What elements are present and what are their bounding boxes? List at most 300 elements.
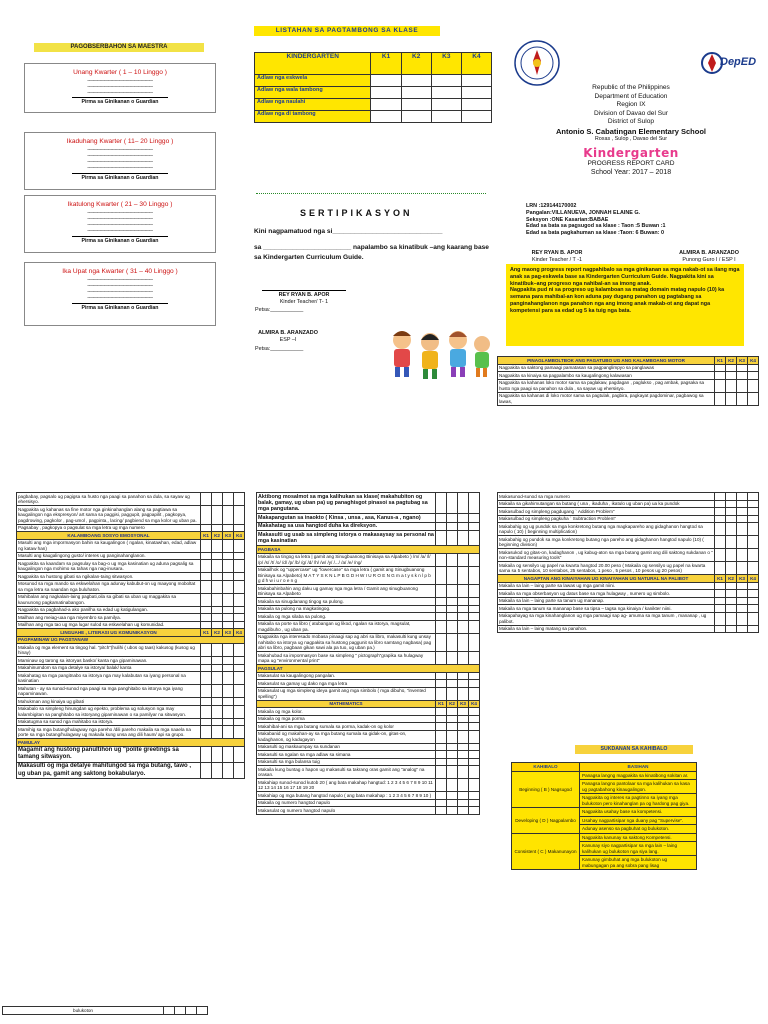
rating-cell[interactable] <box>737 597 748 605</box>
rating-cell[interactable] <box>201 644 212 657</box>
rating-cell[interactable] <box>458 723 469 731</box>
rating-cell[interactable] <box>726 515 737 523</box>
rating-cell[interactable] <box>447 723 458 731</box>
rating-cell[interactable] <box>234 718 245 726</box>
rating-cell[interactable] <box>212 580 223 593</box>
rating-cell[interactable] <box>164 1007 175 1015</box>
rating-cell[interactable] <box>469 751 480 759</box>
rating-cell[interactable] <box>726 625 737 633</box>
attendance-cell[interactable] <box>431 75 461 87</box>
rating-cell[interactable] <box>748 605 759 613</box>
rating-cell[interactable] <box>469 613 480 621</box>
rating-cell[interactable] <box>458 751 469 759</box>
rating-cell[interactable] <box>201 614 212 622</box>
rating-cell[interactable] <box>469 743 480 751</box>
rating-cell[interactable] <box>469 687 480 700</box>
attendance-cell[interactable] <box>431 111 461 123</box>
rating-cell[interactable] <box>223 580 234 593</box>
rating-cell[interactable] <box>436 585 447 598</box>
rating-cell[interactable] <box>737 508 748 516</box>
rating-cell[interactable] <box>737 523 748 536</box>
rating-cell[interactable] <box>469 715 480 723</box>
rating-cell[interactable] <box>469 766 480 779</box>
rating-cell[interactable] <box>447 633 458 652</box>
rating-cell[interactable] <box>234 664 245 672</box>
rating-cell[interactable] <box>223 672 234 685</box>
rating-cell[interactable] <box>748 500 759 508</box>
rating-cell[interactable] <box>234 621 245 629</box>
rating-cell[interactable] <box>436 766 447 779</box>
rating-cell[interactable] <box>737 364 748 372</box>
rating-cell[interactable] <box>737 549 748 562</box>
rating-cell[interactable] <box>748 597 759 605</box>
rating-cell[interactable] <box>212 493 223 506</box>
attendance-cell[interactable] <box>461 87 491 99</box>
rating-cell[interactable] <box>201 672 212 685</box>
rating-cell[interactable] <box>447 652 458 665</box>
rating-cell[interactable] <box>726 582 737 590</box>
rating-cell[interactable] <box>212 726 223 739</box>
rating-cell[interactable] <box>447 585 458 598</box>
rating-cell[interactable] <box>201 560 212 573</box>
rating-cell[interactable] <box>726 372 737 380</box>
rating-cell[interactable] <box>458 585 469 598</box>
rating-cell[interactable] <box>447 680 458 688</box>
rating-cell[interactable] <box>212 606 223 614</box>
rating-cell[interactable] <box>447 613 458 621</box>
skill-label: Makahibal-ani sa mga butang sumala sa porma, kadak-on og kolor <box>257 723 436 731</box>
rating-cell[interactable] <box>726 612 737 625</box>
rating-cell[interactable] <box>212 657 223 665</box>
rating-cell[interactable] <box>715 372 726 380</box>
rating-cell[interactable] <box>726 597 737 605</box>
rating-cell[interactable] <box>436 672 447 680</box>
rating-cell[interactable] <box>201 746 212 762</box>
rating-cell[interactable] <box>748 582 759 590</box>
rating-cell[interactable] <box>469 779 480 792</box>
rating-cell[interactable] <box>748 392 759 405</box>
rating-cell[interactable] <box>726 500 737 508</box>
rating-cell[interactable] <box>748 515 759 523</box>
rating-cell[interactable] <box>234 614 245 622</box>
rating-cell[interactable] <box>223 606 234 614</box>
rating-cell[interactable] <box>212 705 223 718</box>
attendance-cell[interactable] <box>371 75 401 87</box>
rating-cell[interactable] <box>436 633 447 652</box>
rating-cell[interactable] <box>223 593 234 606</box>
rating-cell[interactable] <box>201 552 212 560</box>
rating-cell[interactable] <box>447 751 458 759</box>
rating-cell[interactable] <box>201 539 212 552</box>
skill-label: Makaila sa mga obserbasyon ug datus base sa mga hulagway , numero ug simbolo. <box>498 590 715 598</box>
rating-cell[interactable] <box>223 726 234 739</box>
attendance-cell[interactable] <box>431 87 461 99</box>
rating-cell[interactable] <box>726 523 737 536</box>
rating-cell[interactable] <box>715 562 726 575</box>
rating-cell[interactable] <box>201 657 212 665</box>
rating-cell[interactable] <box>458 715 469 723</box>
rating-cell[interactable] <box>458 633 469 652</box>
rating-cell[interactable] <box>458 514 469 522</box>
rating-cell[interactable] <box>447 730 458 743</box>
rating-cell[interactable] <box>223 506 234 525</box>
rating-cell[interactable] <box>726 536 737 549</box>
rating-cell[interactable] <box>458 522 469 530</box>
rating-cell[interactable] <box>469 605 480 613</box>
rating-cell[interactable] <box>234 506 245 525</box>
rating-cell[interactable] <box>447 598 458 606</box>
rating-cell[interactable] <box>737 605 748 613</box>
rating-cell[interactable] <box>212 524 223 532</box>
rating-cell[interactable] <box>458 766 469 779</box>
rating-cell[interactable] <box>458 792 469 800</box>
rating-cell[interactable] <box>201 698 212 706</box>
rating-cell[interactable] <box>469 585 480 598</box>
rating-cell[interactable] <box>726 590 737 598</box>
rating-cell[interactable] <box>726 392 737 405</box>
rating-cell[interactable] <box>458 687 469 700</box>
rating-cell[interactable] <box>715 536 726 549</box>
rating-cell[interactable] <box>436 807 447 815</box>
rating-cell[interactable] <box>223 685 234 698</box>
rating-cell[interactable] <box>458 553 469 566</box>
rating-cell[interactable] <box>469 792 480 800</box>
rating-cell[interactable] <box>223 573 234 581</box>
rating-cell[interactable] <box>458 613 469 621</box>
attendance-cell[interactable] <box>371 111 401 123</box>
rating-cell[interactable] <box>201 726 212 739</box>
rating-cell[interactable] <box>447 522 458 530</box>
rating-cell[interactable] <box>436 652 447 665</box>
rating-cell[interactable] <box>458 799 469 807</box>
rating-cell[interactable] <box>447 766 458 779</box>
rating-cell[interactable] <box>458 531 469 546</box>
attendance-cell[interactable] <box>401 111 431 123</box>
rating-cell[interactable] <box>175 1007 186 1015</box>
rating-cell[interactable] <box>436 598 447 606</box>
rating-cell[interactable] <box>715 625 726 633</box>
rating-cell[interactable] <box>748 562 759 575</box>
rating-cell[interactable] <box>234 573 245 581</box>
rating-cell[interactable] <box>223 762 234 778</box>
rating-cell[interactable] <box>436 493 447 514</box>
rating-cell[interactable] <box>201 762 212 778</box>
rating-cell[interactable] <box>715 493 726 501</box>
rating-cell[interactable] <box>223 560 234 573</box>
rating-cell[interactable] <box>469 799 480 807</box>
rating-cell[interactable] <box>748 523 759 536</box>
rating-cell[interactable] <box>737 515 748 523</box>
rating-cell[interactable] <box>436 531 447 546</box>
rating-cell[interactable] <box>458 566 469 585</box>
rating-cell[interactable] <box>458 598 469 606</box>
rating-cell[interactable] <box>212 685 223 698</box>
rating-cell[interactable] <box>436 514 447 522</box>
rating-cell[interactable] <box>447 758 458 766</box>
rating-cell[interactable] <box>737 379 748 392</box>
rating-cell[interactable] <box>715 605 726 613</box>
rating-cell[interactable] <box>737 562 748 575</box>
rating-cell[interactable] <box>201 593 212 606</box>
rating-cell[interactable] <box>234 493 245 506</box>
rating-cell[interactable] <box>223 657 234 665</box>
rating-cell[interactable] <box>234 552 245 560</box>
rating-cell[interactable] <box>458 779 469 792</box>
rating-cell[interactable] <box>447 807 458 815</box>
rating-cell[interactable] <box>469 514 480 522</box>
rating-cell[interactable] <box>436 758 447 766</box>
rating-cell[interactable] <box>715 523 726 536</box>
rating-cell[interactable] <box>223 705 234 718</box>
rating-cell[interactable] <box>234 580 245 593</box>
rating-cell[interactable] <box>469 730 480 743</box>
rating-cell[interactable] <box>436 522 447 530</box>
rating-cell[interactable] <box>469 652 480 665</box>
rating-cell[interactable] <box>748 493 759 501</box>
rating-cell[interactable] <box>234 560 245 573</box>
rating-cell[interactable] <box>436 723 447 731</box>
rating-cell[interactable] <box>469 620 480 633</box>
rating-cell[interactable] <box>447 799 458 807</box>
rating-cell[interactable] <box>469 493 480 514</box>
rating-cell[interactable] <box>447 620 458 633</box>
rating-cell[interactable] <box>436 708 447 716</box>
rating-cell[interactable] <box>436 687 447 700</box>
rating-cell[interactable] <box>715 508 726 516</box>
rating-cell[interactable] <box>436 715 447 723</box>
rating-cell[interactable] <box>715 612 726 625</box>
rating-cell[interactable] <box>201 493 212 506</box>
rating-cell[interactable] <box>212 644 223 657</box>
rating-cell[interactable] <box>234 746 245 762</box>
rating-cell[interactable] <box>469 598 480 606</box>
rating-cell[interactable] <box>458 758 469 766</box>
rating-cell[interactable] <box>726 379 737 392</box>
rating-cell[interactable] <box>458 493 469 514</box>
rating-cell[interactable] <box>223 524 234 532</box>
attendance-cell[interactable] <box>401 75 431 87</box>
rating-cell[interactable] <box>715 515 726 523</box>
rating-cell[interactable] <box>748 590 759 598</box>
rating-cell[interactable] <box>436 680 447 688</box>
rating-cell[interactable] <box>234 644 245 657</box>
rating-cell[interactable] <box>234 685 245 698</box>
rating-cell[interactable] <box>748 379 759 392</box>
rating-cell[interactable] <box>212 718 223 726</box>
rating-cell[interactable] <box>223 746 234 762</box>
rating-cell[interactable] <box>212 621 223 629</box>
rating-cell[interactable] <box>737 392 748 405</box>
rating-cell[interactable] <box>469 522 480 530</box>
rating-cell[interactable] <box>469 807 480 815</box>
attendance-cell[interactable] <box>461 75 491 87</box>
rating-cell[interactable] <box>212 593 223 606</box>
rating-cell[interactable] <box>436 613 447 621</box>
rating-cell[interactable] <box>201 664 212 672</box>
rating-cell[interactable] <box>715 379 726 392</box>
attendance-cell[interactable] <box>401 99 431 111</box>
attendance-cell[interactable] <box>461 99 491 111</box>
rating-cell[interactable] <box>469 758 480 766</box>
rating-cell[interactable] <box>737 590 748 598</box>
rating-cell[interactable] <box>201 524 212 532</box>
rating-cell[interactable] <box>234 705 245 718</box>
rating-cell[interactable] <box>212 762 223 778</box>
rating-cell[interactable] <box>458 680 469 688</box>
rating-cell[interactable] <box>436 799 447 807</box>
rating-cell[interactable] <box>715 582 726 590</box>
rating-cell[interactable] <box>447 715 458 723</box>
rating-cell[interactable] <box>447 743 458 751</box>
rating-cell[interactable] <box>212 506 223 525</box>
rating-cell[interactable] <box>748 508 759 516</box>
rating-cell[interactable] <box>201 580 212 593</box>
rating-cell[interactable] <box>737 493 748 501</box>
rating-cell[interactable] <box>436 779 447 792</box>
rating-cell[interactable] <box>447 779 458 792</box>
rating-cell[interactable] <box>234 539 245 552</box>
rating-cell[interactable] <box>212 552 223 560</box>
rating-cell[interactable] <box>436 751 447 759</box>
rating-cell[interactable] <box>436 792 447 800</box>
rating-cell[interactable] <box>212 539 223 552</box>
attendance-cell[interactable] <box>431 99 461 111</box>
rating-cell[interactable] <box>715 597 726 605</box>
attendance-cell[interactable] <box>461 111 491 123</box>
rating-cell[interactable] <box>715 549 726 562</box>
rating-cell[interactable] <box>223 614 234 622</box>
rating-cell[interactable] <box>212 614 223 622</box>
rating-cell[interactable] <box>436 620 447 633</box>
rating-cell[interactable] <box>223 664 234 672</box>
rating-cell[interactable] <box>212 664 223 672</box>
attendance-cell[interactable] <box>401 87 431 99</box>
rating-cell[interactable] <box>726 493 737 501</box>
rating-cell[interactable] <box>748 549 759 562</box>
rating-cell[interactable] <box>223 644 234 657</box>
rating-cell[interactable] <box>223 621 234 629</box>
rating-cell[interactable] <box>715 364 726 372</box>
rating-cell[interactable] <box>201 573 212 581</box>
rating-cell[interactable] <box>469 672 480 680</box>
rating-cell[interactable] <box>201 606 212 614</box>
attendance-cell[interactable] <box>371 87 401 99</box>
rating-cell[interactable] <box>447 493 458 514</box>
quarter-title: Ika Upat nga Kwarter ( 31 – 40 Linggo ) <box>62 268 178 275</box>
rating-cell[interactable] <box>748 364 759 372</box>
rating-cell[interactable] <box>234 672 245 685</box>
rating-cell[interactable] <box>234 657 245 665</box>
rating-cell[interactable] <box>212 560 223 573</box>
rating-cell[interactable] <box>447 514 458 522</box>
rating-cell[interactable] <box>234 524 245 532</box>
rating-cell[interactable] <box>223 539 234 552</box>
rating-cell[interactable] <box>715 392 726 405</box>
rating-cell[interactable] <box>737 582 748 590</box>
rating-cell[interactable] <box>737 612 748 625</box>
rating-cell[interactable] <box>223 493 234 506</box>
rating-cell[interactable] <box>726 605 737 613</box>
rating-cell[interactable] <box>715 590 726 598</box>
rating-cell[interactable] <box>748 612 759 625</box>
rating-cell[interactable] <box>458 652 469 665</box>
rating-cell[interactable] <box>197 1007 208 1015</box>
rating-cell[interactable] <box>469 531 480 546</box>
rating-cell[interactable] <box>436 566 447 585</box>
rating-cell[interactable] <box>223 718 234 726</box>
rating-cell[interactable] <box>469 633 480 652</box>
rating-cell[interactable] <box>447 672 458 680</box>
rating-cell[interactable] <box>469 708 480 716</box>
rating-cell[interactable] <box>737 500 748 508</box>
rating-cell[interactable] <box>458 730 469 743</box>
rating-cell[interactable] <box>447 708 458 716</box>
rating-cell[interactable] <box>201 685 212 698</box>
rating-cell[interactable] <box>469 553 480 566</box>
rating-cell[interactable] <box>469 723 480 731</box>
rating-cell[interactable] <box>715 500 726 508</box>
rating-cell[interactable] <box>223 698 234 706</box>
rating-cell[interactable] <box>201 506 212 525</box>
rating-cell[interactable] <box>726 364 737 372</box>
rating-cell[interactable] <box>726 549 737 562</box>
rating-cell[interactable] <box>458 743 469 751</box>
rating-cell[interactable] <box>201 718 212 726</box>
rating-cell[interactable] <box>447 566 458 585</box>
rating-cell[interactable] <box>469 680 480 688</box>
rating-cell[interactable] <box>447 531 458 546</box>
rating-cell[interactable] <box>748 536 759 549</box>
rating-cell[interactable] <box>726 562 737 575</box>
rating-cell[interactable] <box>201 705 212 718</box>
rating-cell[interactable] <box>186 1007 197 1015</box>
rating-cell[interactable] <box>234 726 245 739</box>
rating-cell[interactable] <box>458 708 469 716</box>
rating-cell[interactable] <box>447 687 458 700</box>
rating-cell[interactable] <box>458 605 469 613</box>
rating-cell[interactable] <box>737 372 748 380</box>
rating-cell[interactable] <box>212 698 223 706</box>
rating-cell[interactable] <box>458 672 469 680</box>
rating-cell[interactable] <box>223 552 234 560</box>
rating-cell[interactable] <box>234 698 245 706</box>
rating-cell[interactable] <box>748 625 759 633</box>
rating-cell[interactable] <box>201 621 212 629</box>
rating-cell[interactable] <box>212 672 223 685</box>
table-row <box>498 379 759 392</box>
rating-cell[interactable] <box>436 743 447 751</box>
rating-cell[interactable] <box>447 553 458 566</box>
rating-cell[interactable] <box>212 573 223 581</box>
rating-cell[interactable] <box>436 553 447 566</box>
rating-cell[interactable] <box>458 807 469 815</box>
rating-cell[interactable] <box>469 566 480 585</box>
rating-cell[interactable] <box>458 620 469 633</box>
rating-cell[interactable] <box>737 536 748 549</box>
rating-cell[interactable] <box>447 792 458 800</box>
rating-cell[interactable] <box>726 508 737 516</box>
rating-cell[interactable] <box>436 730 447 743</box>
rating-cell[interactable] <box>447 605 458 613</box>
rating-cell[interactable] <box>234 593 245 606</box>
rating-cell[interactable] <box>737 625 748 633</box>
rating-cell[interactable] <box>234 762 245 778</box>
rating-cell[interactable] <box>436 605 447 613</box>
rating-cell[interactable] <box>748 372 759 380</box>
attendance-cell[interactable] <box>371 99 401 111</box>
rating-cell[interactable] <box>212 746 223 762</box>
rating-cell[interactable] <box>234 606 245 614</box>
